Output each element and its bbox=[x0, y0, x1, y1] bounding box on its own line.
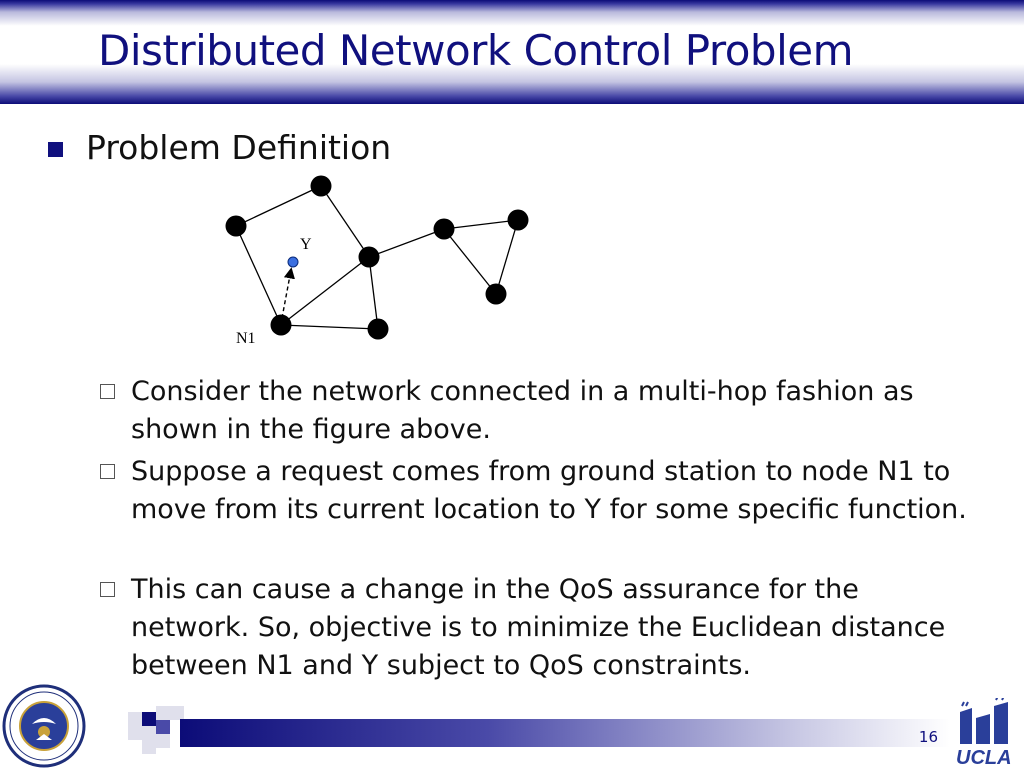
network-node bbox=[226, 216, 247, 237]
slide-title: Distributed Network Control Problem bbox=[98, 26, 853, 75]
network-link bbox=[369, 257, 378, 329]
network-link bbox=[281, 325, 378, 329]
page-number: 16 bbox=[918, 728, 938, 746]
sub-bullet bbox=[100, 373, 970, 449]
network-link bbox=[369, 229, 444, 257]
network-link bbox=[444, 220, 518, 229]
svg-text:UCLA: UCLA bbox=[956, 747, 1012, 768]
network-link bbox=[496, 220, 518, 294]
sub-bullet-text: This can cause a change in the QoS assurance for the network. So, objective is to minimize the Euclidean distance between N1 and Y subject to QoS constraints. bbox=[131, 574, 946, 681]
footer-bar bbox=[180, 719, 950, 747]
network-link bbox=[236, 226, 281, 325]
network-link bbox=[236, 186, 321, 226]
sub-bullet-text: Consider the network connected in a multi-hop fashion as shown in the figure above. bbox=[131, 376, 914, 445]
network-node bbox=[486, 284, 507, 305]
label-n1: N1 bbox=[236, 330, 256, 347]
afosr-seal-logo bbox=[2, 684, 86, 768]
hollow-square-bullet-icon bbox=[100, 582, 115, 597]
network-link bbox=[444, 229, 496, 294]
network-node bbox=[508, 210, 529, 231]
hollow-square-bullet-icon bbox=[100, 384, 115, 399]
hollow-square-bullet-icon bbox=[100, 464, 115, 479]
sub-bullet bbox=[100, 571, 970, 685]
footer-squares-decoration bbox=[128, 706, 188, 756]
ucla-logo bbox=[950, 698, 1022, 768]
network-node bbox=[311, 176, 332, 197]
sub-bullet bbox=[100, 453, 970, 529]
network-link bbox=[321, 186, 369, 257]
move-arrow bbox=[282, 270, 291, 318]
network-node bbox=[359, 247, 380, 268]
label-y: Y bbox=[300, 236, 312, 253]
target-point-y bbox=[288, 257, 298, 267]
network-node bbox=[434, 219, 455, 240]
sub-bullet-text: Suppose a request comes from ground station to node N1 to move from its current location to Y for some specific function. bbox=[131, 456, 967, 525]
node-n1 bbox=[271, 315, 292, 336]
network-node bbox=[368, 319, 389, 340]
main-bullet-text: Problem Definition bbox=[86, 128, 392, 167]
